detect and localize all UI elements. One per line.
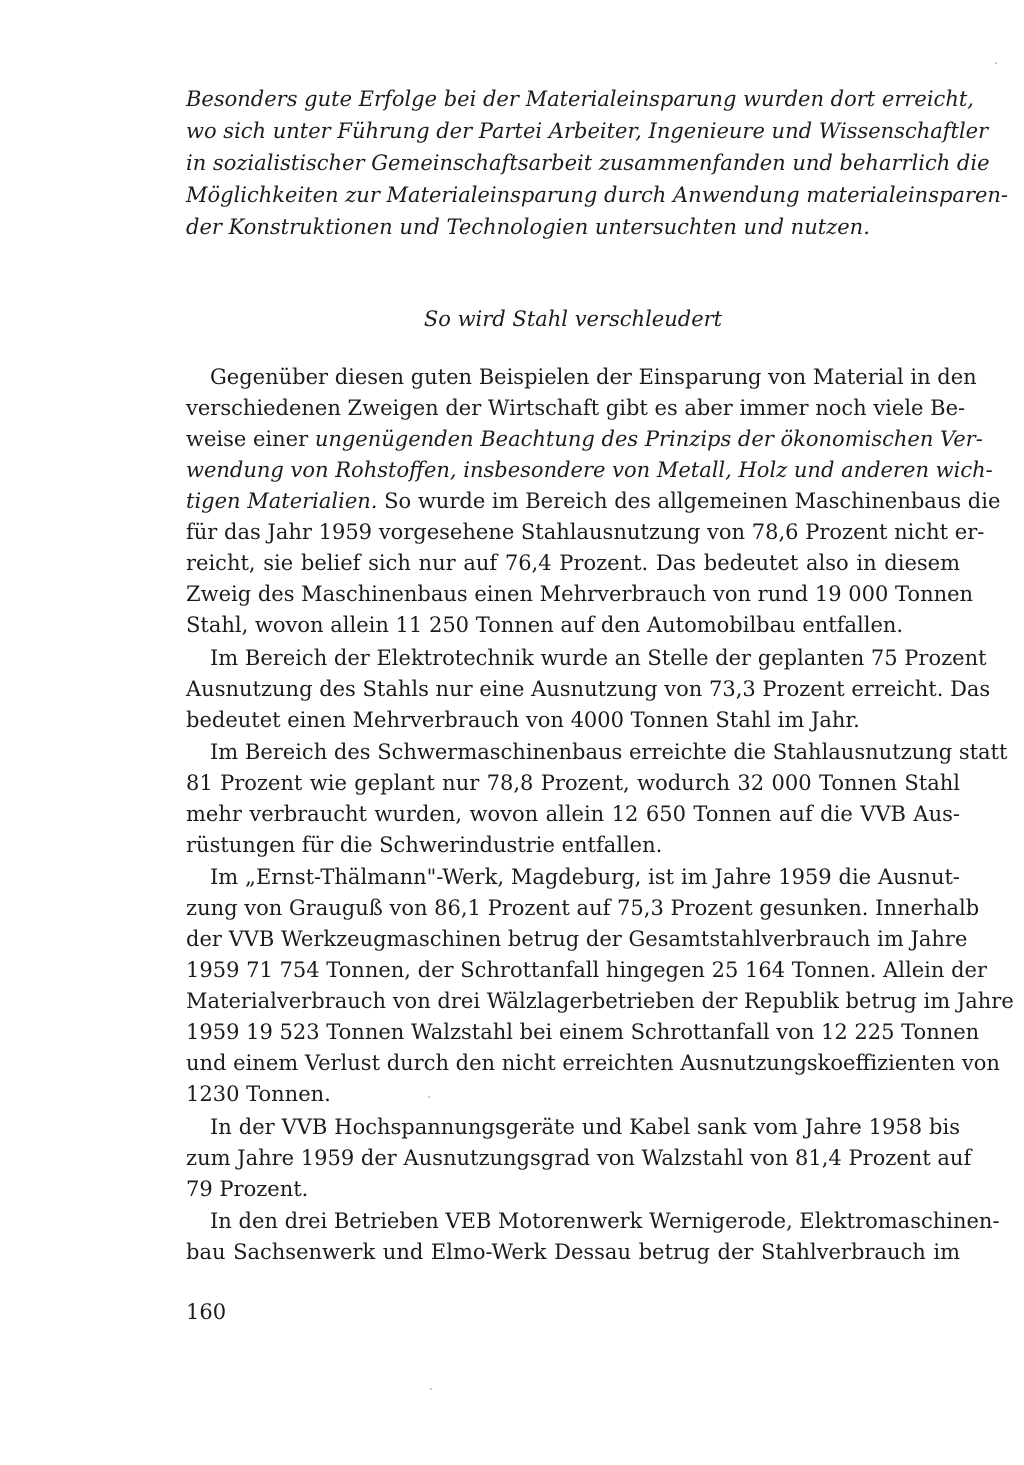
intro-line: in sozialistischer Gemeinschaftsarbeit zusammenfanden und beharrlich die	[186, 151, 990, 175]
intro-line: Möglichkeiten zur Materialeinsparung durch Anwendung materialeinsparen-	[186, 183, 1009, 207]
body-line: In der VVB Hochspannungsgeräte und Kabel sank vom Jahre 1958 bis	[210, 1115, 960, 1139]
body-line: verschiedenen Zweigen der Wirtschaft gibt es aber immer noch viele Be-	[186, 396, 966, 420]
body-line: der VVB Werkzeugmaschinen betrug der Gesamtstahlverbrauch im Jahre	[186, 927, 968, 951]
body-line: und einem Verlust durch den nicht erreichten Ausnutzungskoeffizienten von	[186, 1051, 1000, 1075]
body-line: Gegenüber diesen guten Beispielen der Einsparung von Material in den	[210, 365, 977, 389]
body-line: reicht, sie belief sich nur auf 76,4 Prozent. Das bedeutet also in diesem	[186, 551, 960, 575]
body-text: So wurde im Bereich des allgemeinen Maschinenbaus die	[377, 489, 1001, 513]
body-line: Stahl, wovon allein 11 250 Tonnen auf den Automobilbau entfallen.	[186, 613, 904, 637]
body-line: Im Bereich der Elektrotechnik wurde an Stelle der geplanten 75 Prozent	[210, 646, 987, 670]
emphasis-text: ungenügenden Beachtung des Prinzips der ökonomischen Ver-	[314, 427, 983, 451]
body-line: Im Bereich des Schwermaschinenbaus erreichte die Stahlausnutzung statt	[210, 740, 1008, 764]
paper-speck	[995, 62, 997, 64]
body-line: Im „Ernst-Thälmann"-Werk, Magdeburg, ist im Jahre 1959 die Ausnut-	[210, 865, 960, 889]
body-line: In den drei Betrieben VEB Motorenwerk Wernigerode, Elektromaschinen-	[210, 1209, 1000, 1233]
body-line: mehr verbraucht wurden, wovon allein 12 650 Tonnen auf die VVB Aus-	[186, 802, 960, 826]
body-line: Materialverbrauch von drei Wälzlagerbetrieben der Republik betrug im Jahre	[186, 989, 1014, 1013]
body-line: 1959 71 754 Tonnen, der Schrottanfall hingegen 25 164 Tonnen. Allein der	[186, 958, 987, 982]
body-line: zung von Grauguß von 86,1 Prozent auf 75,3 Prozent gesunken. Innerhalb	[186, 896, 980, 920]
body-line: 1230 Tonnen.	[186, 1082, 331, 1106]
intro-line: Besonders gute Erfolge bei der Materialeinsparung wurden dort erreicht,	[186, 87, 974, 111]
body-line: rüstungen für die Schwerindustrie entfallen.	[186, 833, 663, 857]
paper-speck	[430, 1388, 432, 1390]
body-line: 1959 19 523 Tonnen Walzstahl bei einem Schrottanfall von 12 225 Tonnen	[186, 1020, 980, 1044]
body-text: weise einer	[186, 427, 315, 451]
body-line	[186, 424, 983, 455]
paper-speck	[428, 1096, 430, 1098]
body-line: wendung von Rohstoffen, insbesondere von Metall, Holz und anderen wich-	[186, 458, 993, 482]
body-line: bedeutet einen Mehrverbrauch von 4000 Tonnen Stahl im Jahr.	[186, 708, 860, 732]
body-line: Zweig des Maschinenbaus einen Mehrverbrauch von rund 19 000 Tonnen	[186, 582, 974, 606]
body-line: bau Sachsenwerk und Elmo-Werk Dessau betrug der Stahlverbrauch im	[186, 1240, 960, 1264]
intro-line: der Konstruktionen und Technologien untersuchten und nutzen.	[186, 215, 870, 239]
intro-line: wo sich unter Führung der Partei Arbeiter, Ingenieure und Wissenschaftler	[186, 119, 989, 143]
body-line: Ausnutzung des Stahls nur eine Ausnutzung von 73,3 Prozent erreicht. Das	[186, 677, 991, 701]
body-line: 81 Prozent wie geplant nur 78,8 Prozent, wodurch 32 000 Tonnen Stahl	[186, 771, 960, 795]
body-line: für das Jahr 1959 vorgesehene Stahlausnutzung von 78,6 Prozent nicht er-	[186, 520, 985, 544]
emphasis-text: tigen Materialien.	[186, 489, 378, 513]
body-line	[186, 486, 1001, 517]
body-line: zum Jahre 1959 der Ausnutzungsgrad von Walzstahl von 81,4 Prozent auf	[186, 1146, 972, 1170]
section-heading: So wird Stahl verschleudert	[423, 307, 723, 331]
page-number: 160	[186, 1300, 227, 1324]
body-line: 79 Prozent.	[186, 1177, 309, 1201]
